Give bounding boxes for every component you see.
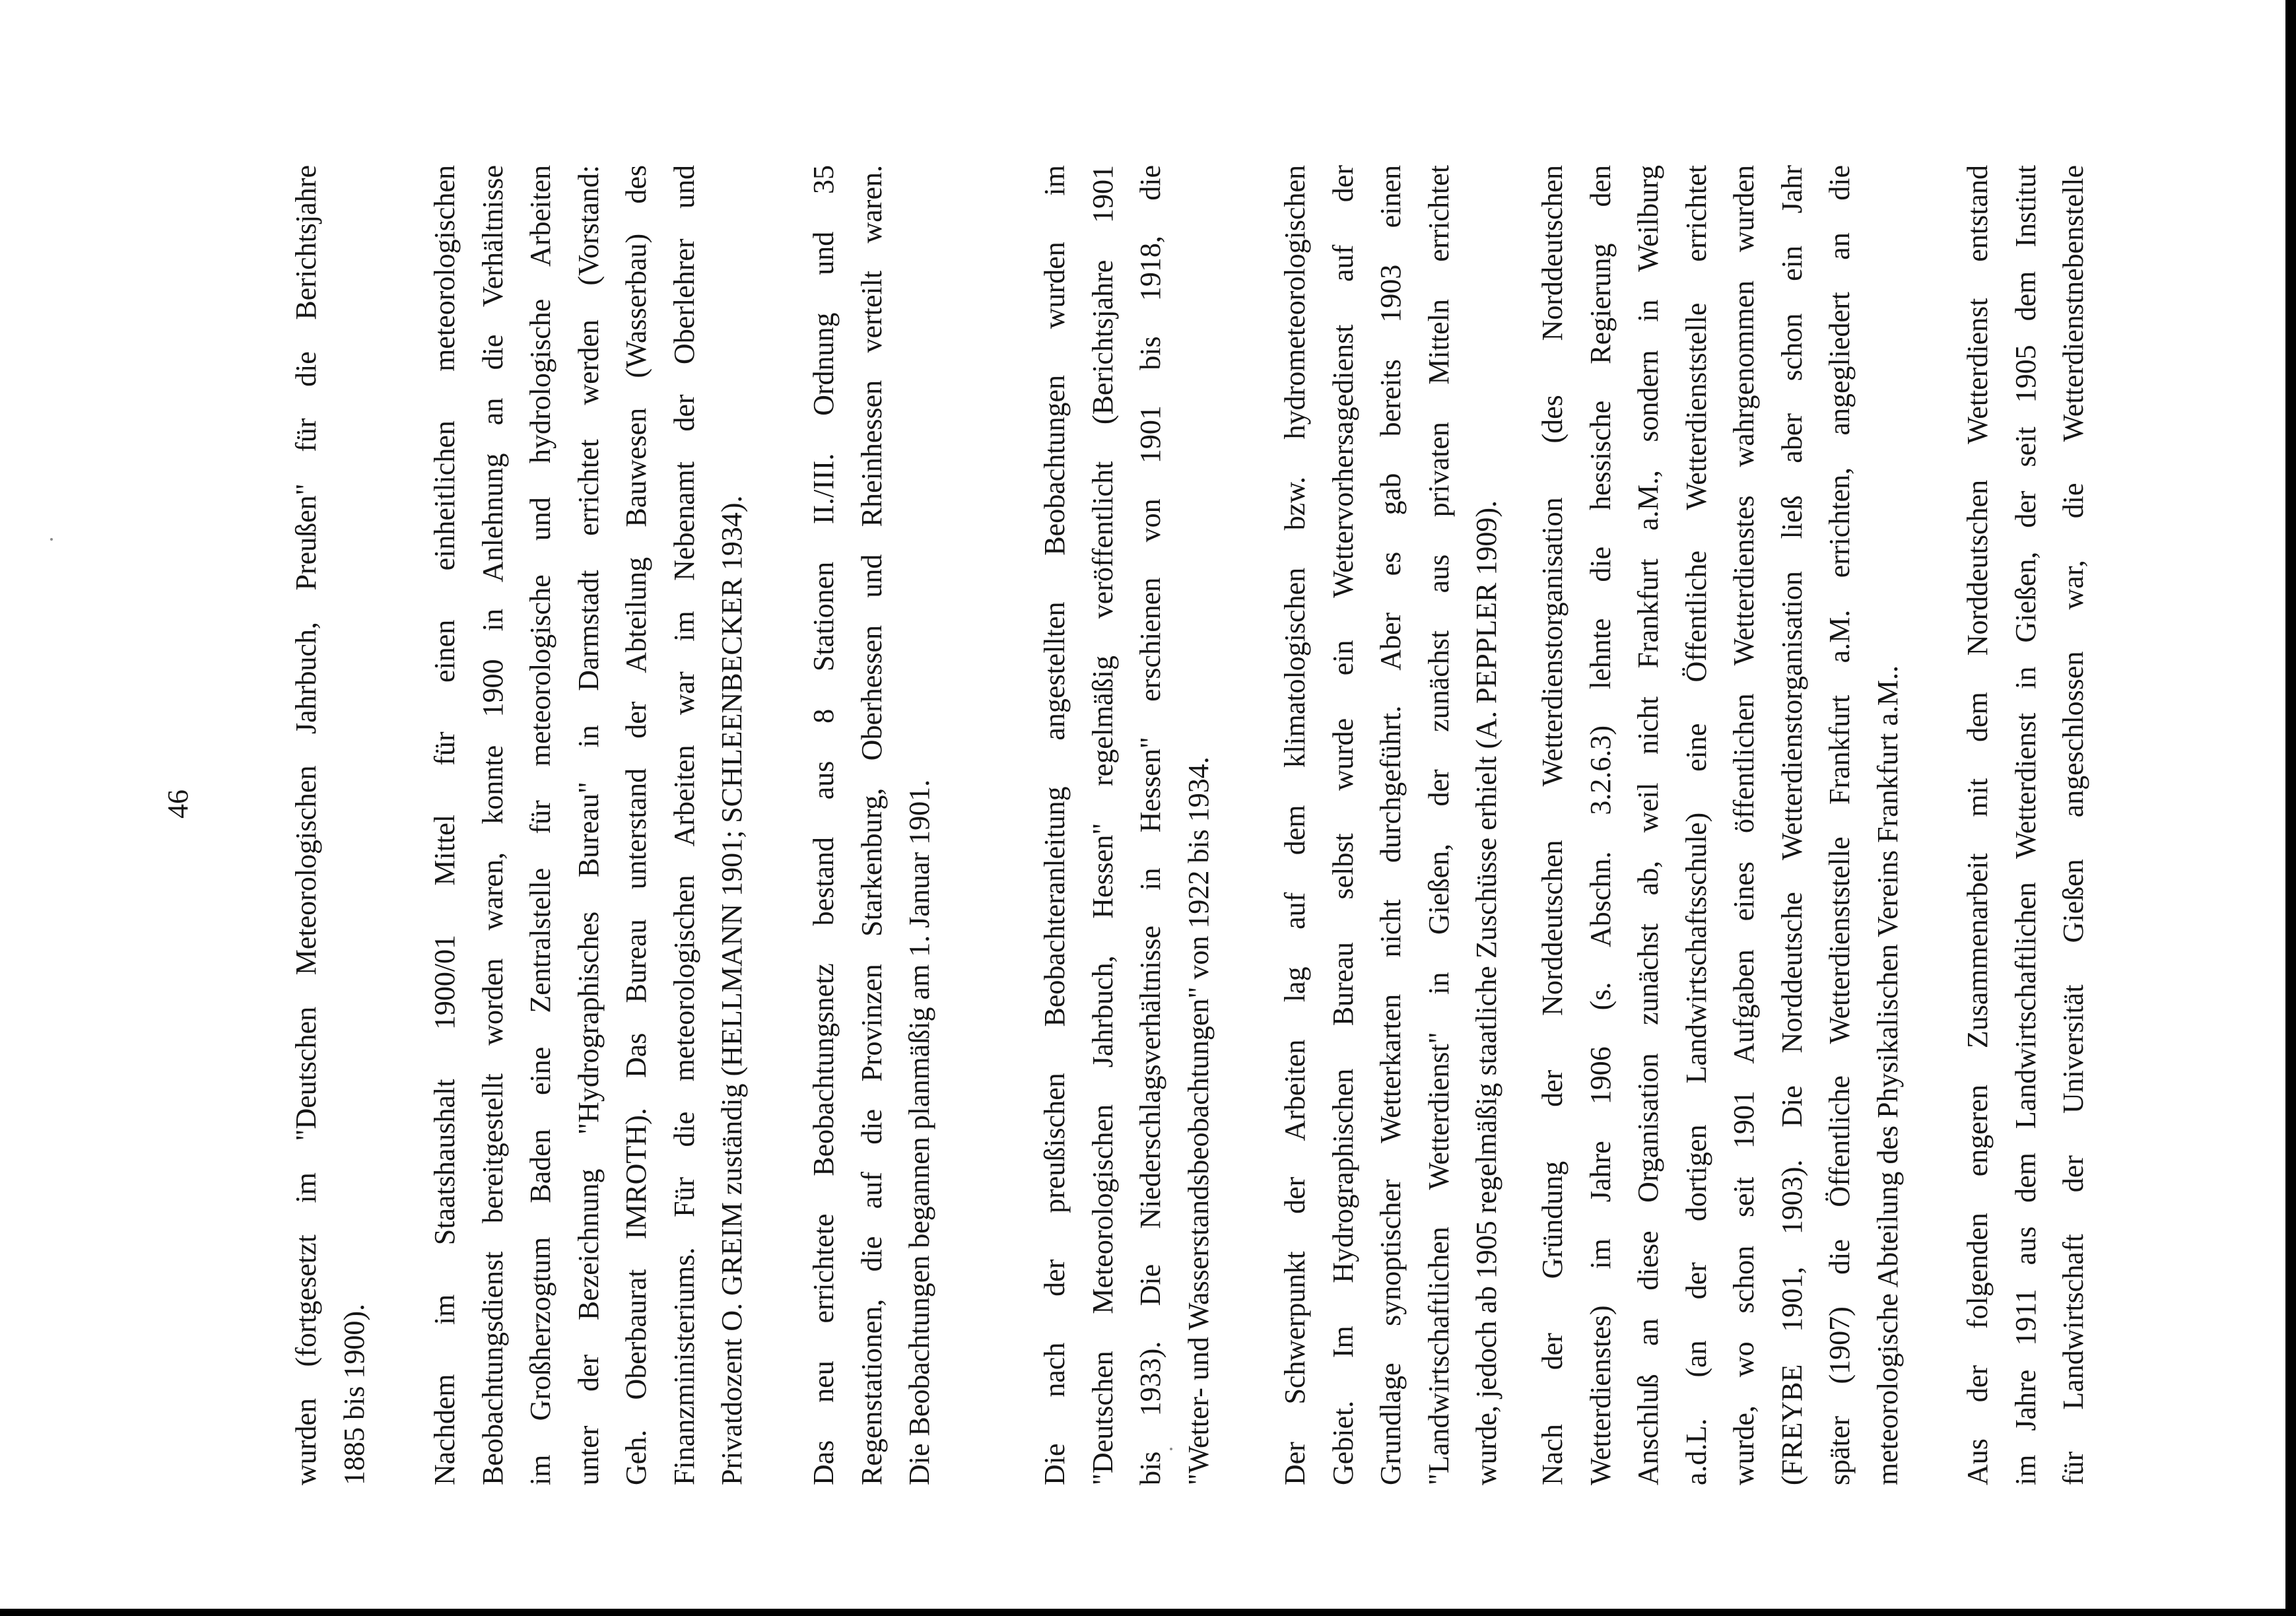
text-line: Der Schwerpunkt der Arbeiten lag auf dem klimatologischen bzw. hydrometeorologischen — [1279, 165, 1311, 1485]
text-line: Die nach der preußischen Beobachteranleitung angestellten Beobachtungen wurden im — [1038, 165, 1071, 1485]
text-line: bis 1933). Die Niederschlagsverhältnisse in Hessen" erschienen von 1901 bis 1918, die — [1134, 165, 1166, 1485]
text-line: Aus der folgenden engeren Zusammenarbeit mit dem Norddeutschen Wetterdienst entstand — [1961, 165, 1994, 1485]
scan-border-right — [2285, 0, 2296, 1616]
text-line: Grundlage synoptischer Wetterkarten nicht durchgeführt. Aber es gab bereits 1903 einen — [1374, 165, 1407, 1485]
text-line: später (1907) die Öffentliche Wetterdienststelle Frankfurt a.M. errichten, angegliedert an die — [1823, 165, 1856, 1485]
text-line: Nach der Gründung der Norddeutschen Wetterdienstorganisation (des Norddeutschen — [1536, 165, 1569, 1485]
scan-speck — [1170, 1448, 1172, 1450]
text-line: (FREYBE 1901, 1903). Die Norddeutsche Wetterdienstorganisation ließ aber schon ein Jahr — [1775, 165, 1808, 1485]
rotated-text-area — [158, 59, 2178, 1485]
text-line: "Wetter- und Wasserstandsbeobachtungen" von 1922 bis 1934. — [1182, 757, 1215, 1485]
text-line: "Deutschen Meteorologischen Jahrbuch, Hessen" regelmäßig veröffentlicht (Berichtsjahre 1901 — [1086, 165, 1119, 1485]
page-number: 46 — [162, 790, 194, 819]
paragraph-7 — [1954, 165, 2098, 1485]
text-line: Beobachtungsdienst bereitgestellt worden waren, konnte 1900 in Anlehnung an die Verhältnisse — [476, 165, 509, 1485]
paragraph-2 — [421, 165, 757, 1485]
text-line: im Jahre 1911 aus dem Landwirtschaftlichen Wetterdienst in Gießen, der seit 1905 dem Institut — [2009, 165, 2042, 1485]
text-line: "Landwirtschaftlichen Wetterdienst" in Gießen, der zunächst aus privaten Mitteln errichtet — [1422, 165, 1455, 1485]
text-line: wurden (fortgesetzt im "Deutschen Meteorologischen Jahrbuch, Preußen" für die Berichtsjahre — [290, 165, 322, 1485]
text-line: Die Beobachtungen begannen planmäßig am 1. Januar 1901. — [903, 779, 935, 1485]
text-line: im Großherzogtum Baden eine Zentralstelle für meteorologische und hydrologische Arbeiten — [524, 165, 557, 1485]
text-line: 1885 bis 1900). — [337, 1304, 370, 1485]
paragraph-6 — [1529, 165, 1912, 1485]
paragraph-5 — [1271, 165, 1511, 1485]
paragraph-3 — [800, 165, 944, 1485]
scan-border-bottom — [0, 1609, 2296, 1616]
text-line: a.d.L. (an der dortigen Landwirtschaftsschule) eine Öffentliche Wetterdienststelle errichtet — [1679, 165, 1712, 1485]
text-line: Finanzministeriums. Für die meteorologischen Arbeiten war im Nebenamt der Oberlehrer und — [667, 165, 700, 1485]
text-line: Gebiet. Im Hydrographischen Bureau selbst wurde ein Wettervorhersagedienst auf der — [1326, 165, 1359, 1485]
text-line: meteorologische Abteilung des Physikalischen Vereins Frankfurt a.M.. — [1871, 665, 1904, 1485]
scan-speck — [50, 538, 53, 541]
text-line: wurde, wo schon seit 1901 Aufgaben eines öffentlichen Wetterdienstes wahrgenommen wurden — [1728, 165, 1760, 1485]
text-line: für Landwirtschaft der Universität Gießen angeschlossen war, die Wetterdienstnebenstelle — [2057, 165, 2089, 1485]
text-line: wurde, jedoch ab 1905 regelmäßig staatliche Zuschüsse erhielt (A. PEPPLER 1909). — [1470, 500, 1503, 1485]
text-line: Wetterdienstes) im Jahre 1906 (s. Abschn. 3.2.6.3) lehnte die hessische Regierung den — [1584, 165, 1617, 1485]
text-line: Regenstationen, die auf die Provinzen Starkenburg, Oberhessen und Rheinhessen verteilt waren. — [855, 165, 888, 1485]
paragraph-4 — [1031, 165, 1223, 1485]
text-line: Nachdem im Staatshaushalt 1900/01 Mittel für einen einheitlichen meteorologischen — [428, 165, 461, 1485]
text-line: Anschluß an diese Organisation zunächst ab, weil nicht Frankfurt a.M., sondern in Weilburg — [1632, 165, 1664, 1485]
text-line: Geh. Oberbaurat IMROTH). Das Bureau unterstand der Abteilung Bauwesen (Wasserbau) des — [620, 165, 652, 1485]
text-line: unter der Bezeichnung "Hydrographisches Bureau" in Darmstadt errichtet werden (Vorstand: — [572, 165, 605, 1485]
paragraph-1 — [283, 165, 378, 1485]
text-line: Privatdozent O. GREIM zuständig (HELLMANN 1901; SCHLEENBECKER 1934). — [716, 495, 748, 1485]
text-line: Das neu errichtete Beobachtungsnetz bestand aus 8 Stationen II./III. Ordnung und 35 — [807, 165, 840, 1485]
